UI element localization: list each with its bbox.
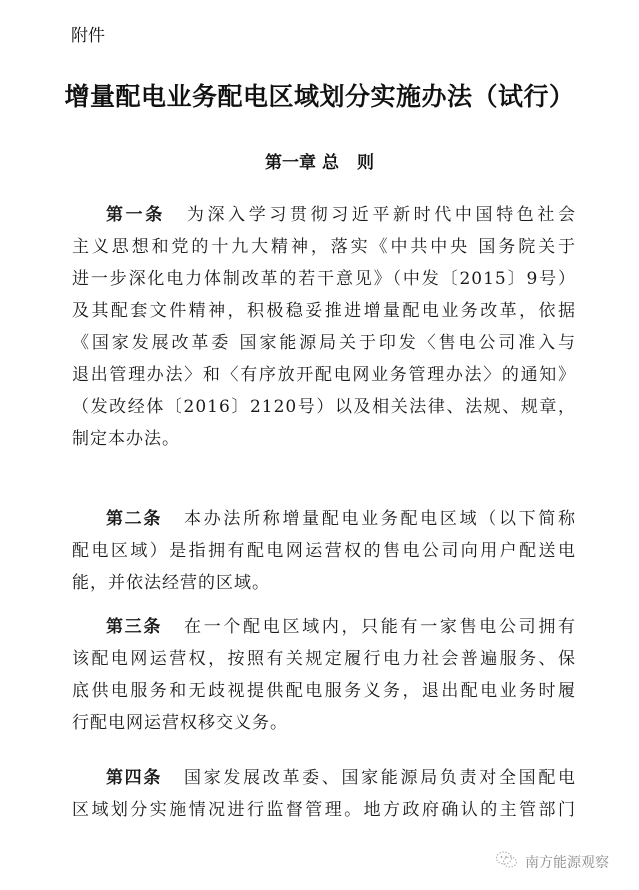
article-line: 进一步深化电力体制改革的若干意见》（中发〔2015〕9号） [72,269,576,289]
article-3 [72,611,576,739]
watermark [495,850,609,874]
article-line: （发改经体〔2016〕2120号）以及相关法律、法规、规章， [72,397,576,417]
article-line: 配电区域）是指拥有配电网运营权的售电公司向用户配送电 [72,541,576,561]
article-2 [72,503,576,599]
article-number: 第一条 [106,205,165,225]
article-number: 第二条 [106,509,163,529]
article-line: 行配电网运营权移交义务。 [72,713,288,733]
article-line: 第二条 本办法所称增量配电业务配电区域（以下简称 [106,509,577,529]
article-number: 第三条 [106,617,163,637]
attachment-label: 附件 [71,26,105,46]
article-4 [72,762,576,826]
article-line: 第一条 为深入学习贯彻习近平新时代中国特色社会 [106,205,577,225]
article-line: 区域划分实施情况进行监督管理。地方政府确认的主管部门 [72,800,576,820]
article-line: 第四条 国家发展改革委、国家能源局负责对全国配电 [106,768,577,788]
chapter-name-part2: 则 [356,153,374,173]
article-line: 主义思想和党的十九大精神，落实《中共中央 国务院关于 [72,237,576,257]
watermark-text: 南方能源观察 [525,855,609,871]
wechat-icon [495,850,525,874]
article-line: 底供电服务和无歧视提供配电服务义务，退出配电业务时履 [72,681,576,701]
article-line: 能，并依法经营的区域。 [72,573,270,593]
chapter-name-part1: 总 [321,153,339,173]
article-line: 该配电网运营权，按照有关规定履行电力社会普遍服务、保 [72,649,576,669]
article-line: 制定本办法。 [72,429,180,449]
article-line: 第三条 在一个配电区域内，只能有一家售电公司拥有 [106,617,577,637]
article-number: 第四条 [106,768,163,788]
article-line: 及其配套文件精神，积极稳妥推进增量配电业务改革，依据 [72,301,576,321]
article-1 [72,199,576,455]
document-title: 增量配电业务配电区域划分实施办法（试行） [64,82,575,111]
article-line: 退出管理办法〉和〈有序放开配电网业务管理办法〉的通知》 [72,365,576,385]
chapter-number: 第一章 [265,153,317,173]
article-line: 《国家发展改革委 国家能源局关于印发〈售电公司准入与 [72,333,576,353]
chapter-heading [0,148,639,173]
